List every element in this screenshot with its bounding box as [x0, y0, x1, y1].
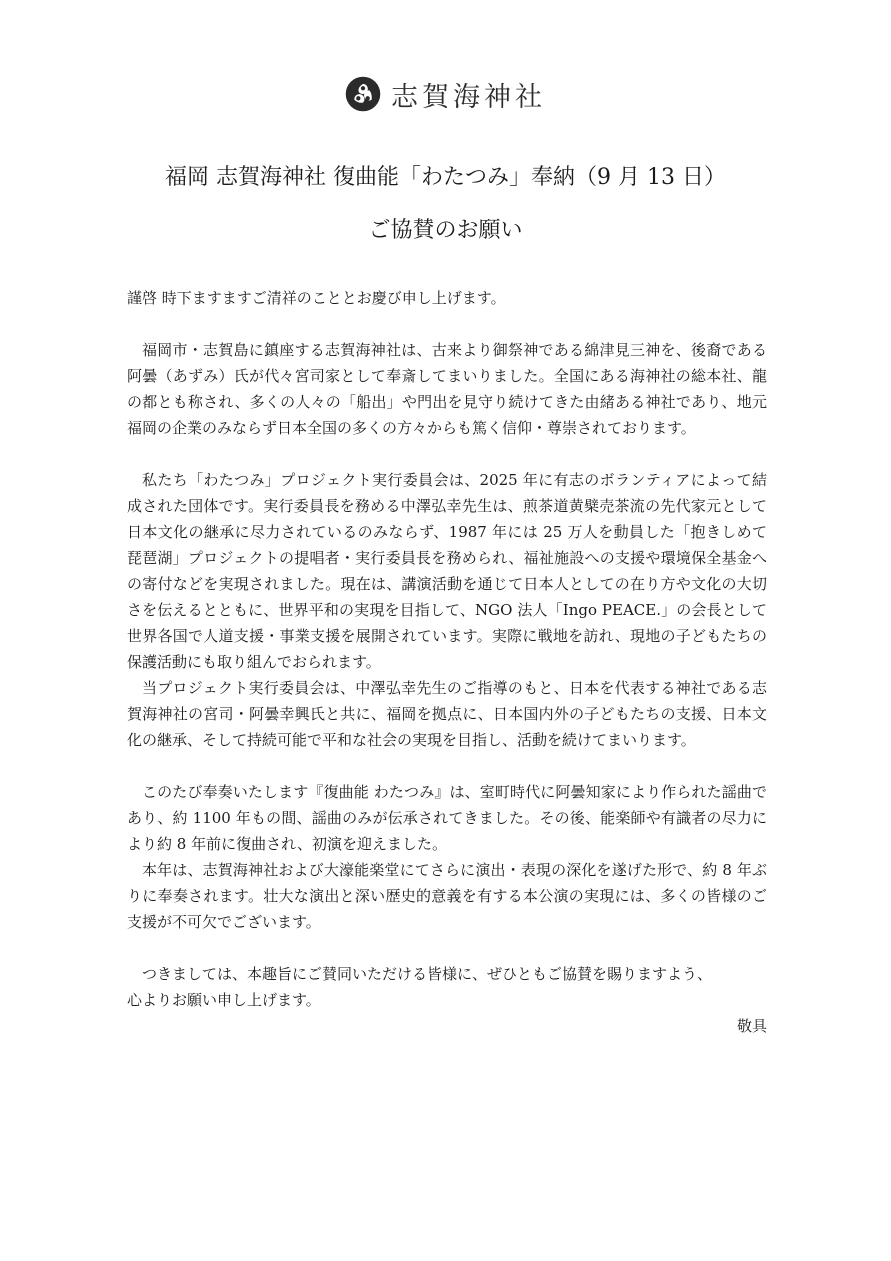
shrine-name: 志賀海神社 [391, 81, 546, 113]
paragraph-request-end: 心よりお願い申し上げます。 [127, 991, 321, 1009]
paragraph-committee: 私たち「わたつみ」プロジェクト実行委員会は、2025 年に有志のボランティアによって結成された団体です。実行委員長を務める中澤弘幸先生は、煎茶道黄檗売茶流の先代家元として日本文化の継承に尽力されているのみならず、1987 年には 25 万人を動員した「抱きしめて琵琶湖」プロジェクトの提唱者・実行委員長を務められ、福祉施設への支援や環境保全基金への寄付などを実現されました。現在は、講演活動を通じて日本人としての在り方や文化の大切さを伝えるとともに、世界平和の実現を目指して、NGO 法人「Ingo PEACE.」の会長として世界各国で人道支援・事業支援を展開されています。実際に戦地を訪れ、現地の子どもたちの保護活動にも取り組んでおられます。 [127, 471, 767, 671]
closing-keigu: 敬具 [736, 1017, 767, 1035]
paragraph-noh-history: このたび奉奏いたします『復曲能 わたつみ』は、室町時代に阿曇知家により作られた謡曲であり、約 1100 年もの間、謡曲のみが伝承されてきました。その後、能楽師や有識者の尽力により約 8 年前に復曲され、初演を迎えました。 [127, 783, 767, 853]
greeting: 謹啓 時下ますますご清祥のこととお慶び申し上げます。 [127, 289, 506, 307]
letter-body [127, 285, 767, 1039]
mitsudomoe-crest-icon [345, 76, 381, 112]
paragraph-performance: 本年は、志賀海神社および大濠能楽堂にてさらに演出・表現の深化を遂げた形で、約 8 年ぶりに奉奏されます。壮大な演出と深い歴史的意義を有する本公演の実現には、多くの皆様のご支援が不可欠でございます。 [127, 861, 767, 931]
paragraph-request: つきましては、本趣旨にご賛同いただける皆様に、ぜひともご協賛を賜りますよう、 [142, 965, 713, 983]
document-subtitle: ご協賛のお願い [368, 218, 523, 243]
document-title: 福岡 志賀海神社 復曲能「わたつみ」奉納（9 月 13 日） [165, 165, 726, 190]
paragraph-committee-mission: 当プロジェクト実行委員会は、中澤弘幸先生のご指導のもと、日本を代表する神社である志賀海神社の宮司・阿曇幸興氏と共に、福岡を拠点に、日本国内外の子どもたちの支援、日本文化の継承、そして持続可能で平和な社会の実現を目指し、活動を続けてまいります。 [127, 679, 767, 749]
paragraph-shrine-history: 福岡市・志賀島に鎮座する志賀海神社は、古来より御祭神である綿津見三神を、後裔である阿曇（あずみ）氏が代々宮司家として奉斎してまいりました。全国にある海神社の総本社、龍の都とも称され、多くの人々の「船出」や門出を見守り続けてきた由緒ある神社であり、地元福岡の企業のみならず日本全国の多くの方々からも篤く信仰・尊崇されております。 [127, 341, 767, 437]
shrine-logo [0, 72, 891, 116]
